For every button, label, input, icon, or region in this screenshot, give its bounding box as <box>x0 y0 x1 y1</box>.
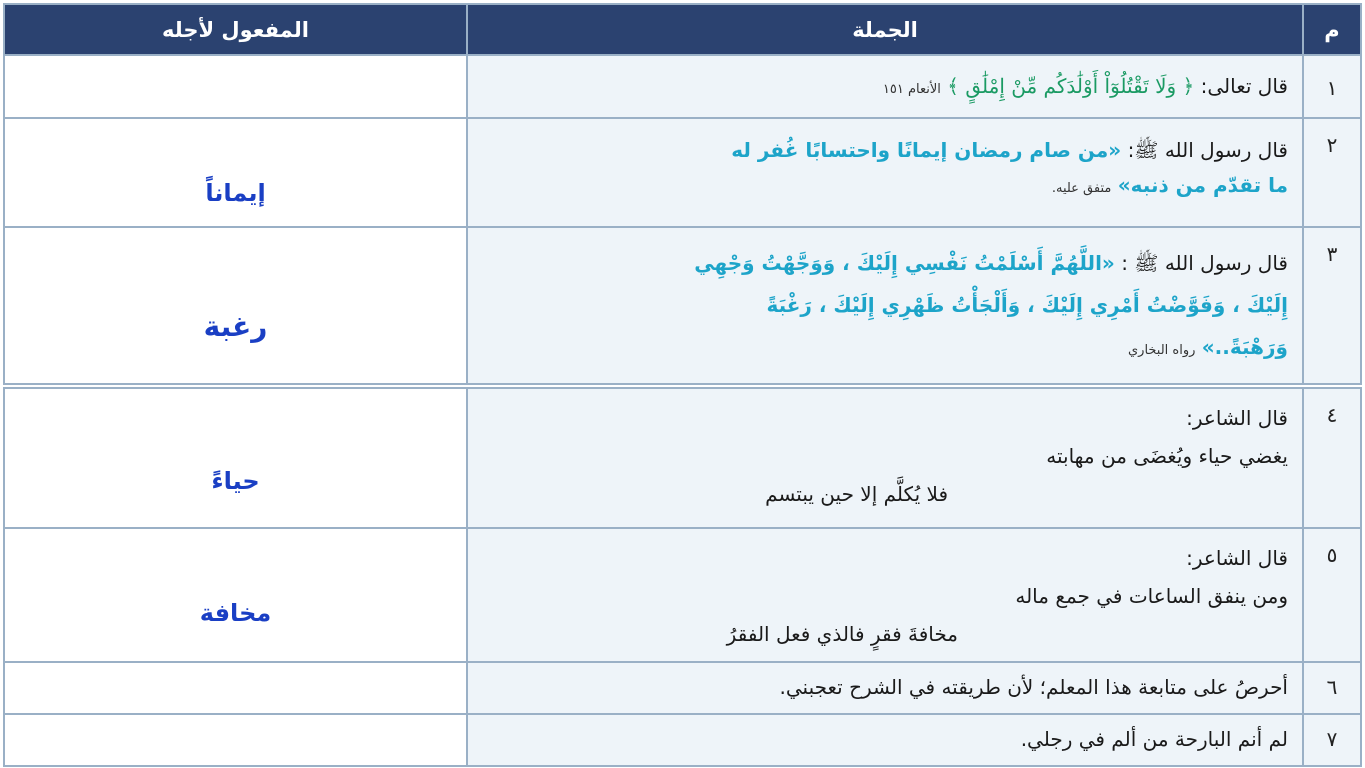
poem-verse-1: يغضي حياء ويُغضَى من مهابته <box>1046 444 1288 468</box>
number-cell <box>1302 387 1362 529</box>
answer-cell <box>3 661 468 715</box>
sentence-text <box>482 74 1288 98</box>
row-number: ٧ <box>1326 727 1338 751</box>
sentence-intro: قال تعالى: <box>1200 74 1288 98</box>
hadith-quote-line-1: «من صام رمضان إيمانًا واحتسابًا غُفر له <box>731 138 1122 162</box>
answer-cell <box>3 713 468 767</box>
sentence-text <box>482 399 1288 513</box>
row-number: ١ <box>1326 76 1338 100</box>
sentence-text <box>482 675 1288 699</box>
sentence-text <box>482 242 1288 372</box>
header-sentence: الجملة <box>466 3 1304 56</box>
answer-cell <box>3 54 468 119</box>
hadith-quote-line-1: «اللَّهُمَّ أَسْلَمْتُ نَفْسِي إِلَيْكَ ، وَوَجَّهْتُ وَجْهِي <box>694 251 1115 275</box>
answer-cell <box>3 226 468 385</box>
number-cell <box>1302 117 1362 228</box>
row-number: ٥ <box>1326 543 1338 567</box>
sentence-cell <box>466 117 1304 228</box>
table-row <box>3 117 1362 228</box>
row-number: ٣ <box>1326 242 1338 266</box>
poem-verse-2: فلا يُكلَّم إلا حين يبتسم <box>765 482 948 506</box>
answer-cell <box>3 117 468 228</box>
sentence-cell <box>466 527 1304 663</box>
source-text: الأنعام ١٥١ <box>882 82 941 97</box>
answer-text: حياءً <box>211 467 260 495</box>
hadith-quote-line-2: إِلَيْكَ ، وَفَوَّضْتُ أَمْرِي إِلَيْكَ ، وَأَلْجَأْتُ ظَهْرِي إِلَيْكَ ، رَغْبَةً <box>766 293 1288 317</box>
number-cell <box>1302 661 1362 715</box>
table-row <box>3 713 1362 767</box>
hadith-quote-line-3: وَرَهْبَةً..» <box>1201 335 1288 359</box>
answer-cell <box>3 387 468 529</box>
row-number: ٤ <box>1326 403 1338 427</box>
table-row <box>3 527 1362 663</box>
poem-intro: قال الشاعر: <box>1186 406 1288 430</box>
number-cell <box>1302 713 1362 767</box>
hadith-quote-line-2: ما تقدّم من ذنبه» <box>1117 173 1288 197</box>
poem-verse-1: ومن ينفق الساعات في جمع ماله <box>1015 584 1288 608</box>
answer-text: مخافة <box>199 599 272 627</box>
answer-text: إيماناً <box>205 179 266 207</box>
sentence-text <box>482 727 1288 751</box>
header-answer: المفعول لأجله <box>3 3 468 56</box>
table-header <box>3 3 1362 56</box>
answer-text: رغبة <box>203 310 268 343</box>
quran-quote: ﴿ وَلَا تَقْتُلُوٓاْ أَوْلَٰدَكُم مِّنْ إِمْلَٰقٍ ﴾ <box>947 74 1195 98</box>
sentence-text <box>482 133 1288 206</box>
sentence-intro: قال رسول الله ﷺ: <box>1127 138 1288 162</box>
table-row <box>3 226 1362 385</box>
number-cell <box>1302 527 1362 663</box>
table-row <box>3 387 1362 529</box>
table-row <box>3 661 1362 715</box>
poem-intro: قال الشاعر: <box>1186 546 1288 570</box>
sentence-cell <box>466 387 1304 529</box>
row-number: ٢ <box>1326 133 1338 157</box>
sentence-cell <box>466 54 1304 119</box>
sentence-cell <box>466 713 1304 767</box>
source-text: متفق عليه. <box>1051 181 1112 196</box>
sentence-line: لم أنم البارحة من ألم في رجلي. <box>1020 727 1288 751</box>
sentence-cell <box>466 226 1304 385</box>
answer-cell <box>3 527 468 663</box>
poem-verse-2: مخافةَ فقرٍ فالذي فعل الفقرُ <box>726 622 958 646</box>
table-row <box>3 54 1362 119</box>
sentence-text <box>482 539 1288 653</box>
number-cell <box>1302 54 1362 119</box>
sentence-cell <box>466 661 1304 715</box>
header-number: م <box>1302 3 1362 56</box>
sentence-line: أحرصُ على متابعة هذا المعلم؛ لأن طريقته في الشرح تعجبني. <box>779 675 1288 699</box>
source-text: رواه البخاري <box>1127 343 1196 358</box>
number-cell <box>1302 226 1362 385</box>
sentence-intro: قال رسول الله ﷺ : <box>1121 251 1288 275</box>
row-number: ٦ <box>1326 675 1338 699</box>
